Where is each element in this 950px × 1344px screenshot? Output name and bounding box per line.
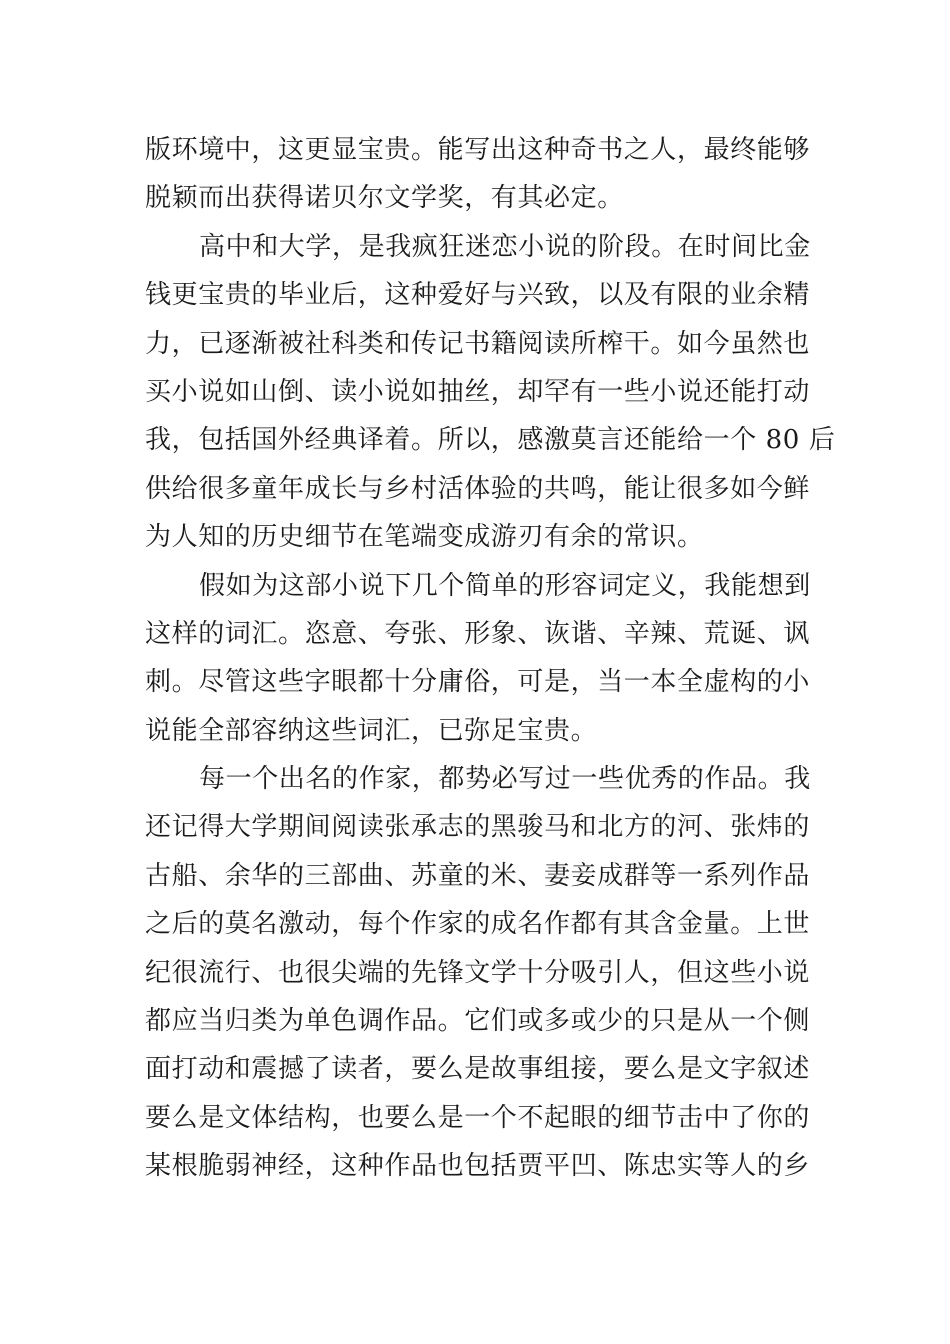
- text-line: 都应当归类为单色调作品。它们或多或少的只是从一个侧: [145, 1006, 811, 1037]
- text-line: 这样的词汇。恣意、夸张、形象、诙谐、辛辣、荒诞、讽: [145, 618, 811, 649]
- text-line: 钱更宝贵的毕业后，这种爱好与兴致，以及有限的业余精: [145, 280, 811, 311]
- text-line: 面打动和震撼了读者，要么是故事组接，要么是文字叙述: [145, 1054, 811, 1085]
- text-line: 古船、余华的三部曲、苏童的米、妻妾成群等一系列作品: [145, 860, 811, 891]
- text-line: 力，已逐渐被社科类和传记书籍阅读所榨干。如今虽然也: [145, 328, 811, 359]
- text-line: 买小说如山倒、读小说如抽丝，却罕有一些小说还能打动: [145, 376, 811, 407]
- text-line: 某根脆弱神经，这种作品也包括贾平凹、陈忠实等人的乡: [145, 1151, 811, 1182]
- text-line: 我，包括国外经典译着。所以，感激莫言还能给一个 80 后: [145, 425, 836, 456]
- text-line: 假如为这部小说下几个简单的形容词定义，我能想到: [199, 570, 811, 601]
- text-line: 说能全部容纳这些词汇，已弥足宝贵。: [145, 715, 598, 746]
- text-line: 还记得大学期间阅读张承志的黑骏马和北方的河、张炜的: [145, 812, 811, 843]
- paragraph-2: [145, 223, 836, 562]
- text-line: 版环境中，这更显宝贵。能写出这种奇书之人，最终能够: [145, 135, 811, 165]
- text-line: 供给很多童年成长与乡村活体验的共鸣，能让很多如今鲜: [145, 473, 811, 504]
- text-line: 脱颖而出获得诺贝尔文学奖，有其必定。: [145, 183, 624, 214]
- text-line: 高中和大学，是我疯狂迷恋小说的阶段。在时间比金: [199, 231, 811, 262]
- text-line: 之后的莫名激动，每个作家的成名作都有其含金量。上世: [145, 909, 811, 940]
- text-line: 每一个出名的作家，都势必写过一些优秀的作品。我: [199, 764, 811, 795]
- text-line: 要么是文体结构，也要么是一个不起眼的细节击中了你的: [145, 1102, 811, 1133]
- text-line: 为人知的历史细节在笔端变成游刃有余的常识。: [145, 522, 704, 553]
- paragraph-3: [145, 562, 810, 756]
- body-text: [145, 126, 836, 1191]
- text-line: 纪很流行、也很尖端的先锋文学十分吸引人，但这些小说: [145, 957, 811, 988]
- paragraph-1: [145, 126, 810, 223]
- paragraph-4: [145, 755, 810, 1191]
- text-line: 刺。尽管这些字眼都十分庸俗，可是，当一本全虚构的小: [145, 667, 811, 698]
